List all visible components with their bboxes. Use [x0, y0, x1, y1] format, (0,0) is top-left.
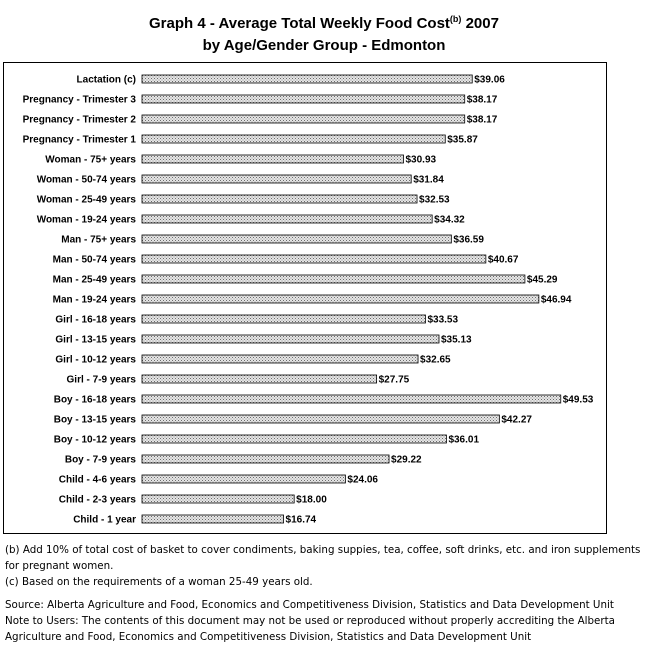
source-note: Source: Alberta Agriculture and Food, Economics and Competitiveness Division, Statistics and Data Development Unit [5, 599, 614, 611]
category-label: Girl - 13-15 years [55, 334, 136, 346]
category-label: Woman - 75+ years [45, 154, 136, 166]
bar [142, 515, 284, 523]
value-label: $18.00 [296, 494, 327, 506]
bar [142, 335, 439, 343]
value-label: $34.32 [434, 214, 465, 226]
category-label: Woman - 19-24 years [36, 214, 136, 226]
category-label: Pregnancy - Trimester 1 [22, 134, 136, 146]
category-label: Boy - 7-9 years [64, 454, 136, 466]
value-label: $27.75 [378, 374, 410, 386]
bar [142, 435, 446, 443]
footnote-c: (c) Based on the requirements of a woman 25-49 years old. [5, 576, 313, 588]
value-label: $40.67 [487, 254, 519, 266]
value-label: $33.53 [427, 314, 459, 326]
bar [142, 95, 465, 103]
bar [142, 175, 411, 183]
value-label: $49.53 [562, 394, 594, 406]
category-label: Girl - 7-9 years [66, 374, 136, 386]
chart-title [0, 8, 648, 57]
bars-group [23, 75, 594, 526]
value-label: $36.01 [448, 434, 480, 446]
category-label: Child - 2-3 years [58, 494, 136, 506]
value-label: $46.94 [540, 294, 572, 306]
bar [142, 295, 539, 303]
bar [142, 135, 445, 143]
value-label: $16.74 [285, 514, 317, 526]
category-label: Child - 1 year [73, 514, 136, 526]
category-label: Boy - 10-12 years [53, 434, 136, 446]
bar [142, 155, 403, 163]
bar [142, 75, 472, 83]
bar [142, 235, 451, 243]
footnotes [5, 542, 645, 645]
note-to-users: Note to Users: The contents of this document may not be used or reproduced without properly accrediting the Alberta Agriculture and Food, Economics and Competitiveness Division, Statistics and Data Development Unit [5, 615, 615, 643]
chart-title-main: Graph 4 - Average Total Weekly Food Cost [149, 15, 450, 32]
chart-title-footnote-mark: (b) [449, 14, 462, 24]
chart-frame [3, 62, 607, 534]
value-label: $35.87 [447, 134, 478, 146]
category-label: Man - 25-49 years [52, 274, 136, 286]
value-label: $32.65 [420, 354, 451, 366]
category-label: Boy - 16-18 years [53, 394, 136, 406]
chart-title-line1 [0, 8, 648, 35]
value-label: $29.22 [391, 454, 422, 466]
bar [142, 395, 561, 403]
category-label: Man - 19-24 years [52, 294, 136, 306]
bar [142, 355, 418, 363]
value-label: $38.17 [466, 114, 498, 126]
bar [142, 475, 345, 483]
bar [142, 415, 499, 423]
value-label: $31.84 [413, 174, 444, 186]
value-label: $38.17 [466, 94, 498, 106]
bar [142, 375, 377, 383]
value-label: $36.59 [453, 234, 484, 246]
footnote-b: (b) Add 10% of total cost of basket to cover condiments, baking suppies, tea, coffee, soft drinks, etc. and iron supplements for pregnant women. [5, 544, 641, 572]
value-label: $24.06 [347, 474, 379, 486]
bar [142, 255, 486, 263]
bar [142, 315, 425, 323]
value-label: $30.93 [405, 154, 437, 166]
value-label: $35.13 [441, 334, 472, 346]
value-label: $39.06 [474, 74, 505, 86]
bar [142, 115, 465, 123]
category-label: Girl - 16-18 years [55, 314, 136, 326]
category-label: Lactation (c) [76, 74, 136, 86]
bar-chart [4, 63, 608, 535]
category-label: Woman - 25-49 years [36, 194, 136, 206]
category-label: Man - 75+ years [61, 234, 136, 246]
category-label: Child - 4-6 years [58, 474, 136, 486]
value-label: $45.29 [526, 274, 558, 286]
bar [142, 495, 294, 503]
bar [142, 195, 417, 203]
category-label: Girl - 10-12 years [55, 354, 136, 366]
category-label: Woman - 50-74 years [36, 174, 136, 186]
category-label: Pregnancy - Trimester 3 [22, 94, 136, 106]
category-label: Boy - 13-15 years [53, 414, 136, 426]
chart-title-year: 2007 [461, 15, 499, 32]
category-label: Pregnancy - Trimester 2 [22, 114, 136, 126]
bar [142, 455, 389, 463]
chart-title-line2: by Age/Gender Group - Edmonton [202, 37, 446, 54]
value-label: $32.53 [419, 194, 450, 206]
category-label: Man - 50-74 years [52, 254, 136, 266]
bar [142, 275, 525, 283]
value-label: $42.27 [501, 414, 532, 426]
bar [142, 215, 432, 223]
